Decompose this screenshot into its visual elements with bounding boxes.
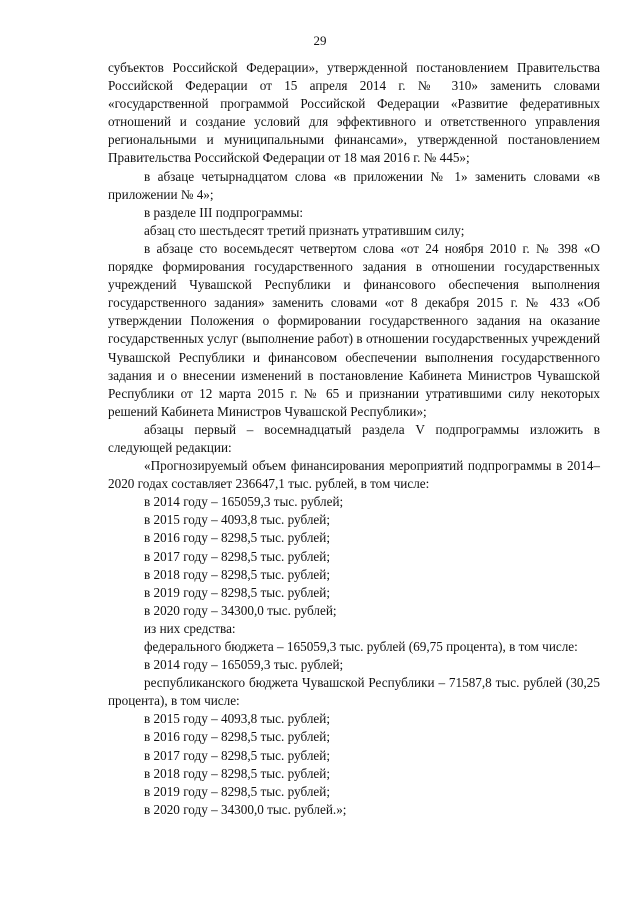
list-item: в 2018 году – 8298,5 тыс. рублей; — [144, 765, 330, 781]
paragraph: в абзаце сто восемьдесят четвертом слова «от 24 ноября 2010 г. № 398 «О порядке формирования государственного задания в отношении государственных учреждений Чувашской Республики и финансового обеспечения выполнения государственного задания» заменить словами «от 8 декабря 2015 г. № 433 «Об утверждении Положения о формировании государственного задания на оказание государственных услуг (выполнение работ) в отношении государственных учреждений Чувашской Республики и финансовом обеспечении выполнения государственного задания и о внесении изменений в постановление Кабинета Министров Чувашской Республики от 12 марта 2015 г. № 65 и признании утратившими силу некоторых решений Кабинета Министров Чувашской Республики»; — [108, 240, 600, 419]
list-item: в 2014 году – 165059,3 тыс. рублей; — [144, 657, 344, 673]
paragraph: «Прогнозируемый объем финансирования мероприятий подпрограммы в 2014–2020 годах составляет 236647,1 тыс. рублей, в том числе: — [108, 458, 600, 492]
paragraph: федерального бюджета – 165059,3 тыс. рублей (69,75 процента), в том числе: — [144, 639, 578, 654]
list-item: в 2015 году – 4093,8 тыс. рублей; — [144, 512, 330, 528]
paragraph: в разделе III подпрограммы: — [144, 204, 304, 220]
list-item: в 2016 году – 8298,5 тыс. рублей; — [144, 729, 330, 745]
list-item: в 2017 году – 8298,5 тыс. рублей; — [144, 548, 330, 564]
paragraph: субъектов Российской Федерации», утвержденной постановлением Правительства Российской Федерации от 15 апреля 2014 г. № 310» заменить словами «государственной программой Российской Федерации «Развитие федеративных отношений и создание условий для эффективного и ответственного управления региональными и муниципальными финансами», утвержденной постановлением Правительства Российской Федерации от 18 мая 2016 г. № 445»; — [108, 60, 600, 166]
list-item: в 2016 году – 8298,5 тыс. рублей; — [144, 530, 330, 546]
page-number: 29 — [313, 33, 327, 48]
list-item: в 2017 году – 8298,5 тыс. рублей; — [144, 747, 330, 763]
list-item: в 2019 году – 8298,5 тыс. рублей; — [144, 783, 330, 799]
paragraph: республиканского бюджета Чувашской Республики – 71587,8 тыс. рублей (30,25 процента), в том числе: — [108, 675, 600, 709]
list-item: в 2015 году – 4093,8 тыс. рублей; — [144, 711, 330, 727]
list-item: в 2018 году – 8298,5 тыс. рублей; — [144, 566, 330, 582]
paragraph: абзацы первый – восемнадцатый раздела V подпрограммы изложить в следующей редакции: — [108, 421, 600, 455]
paragraph: из них средства: — [144, 620, 236, 636]
paragraph: абзац сто шестьдесят третий признать утратившим силу; — [144, 222, 465, 238]
list-item: в 2019 году – 8298,5 тыс. рублей; — [144, 584, 330, 600]
document-body — [108, 59, 600, 819]
paragraph: в абзаце четырнадцатом слова «в приложении № 1» заменить словами «в приложении № 4»; — [108, 168, 600, 202]
list-item: в 2014 году – 165059,3 тыс. рублей; — [144, 494, 344, 510]
list-item: в 2020 году – 34300,0 тыс. рублей.»; — [144, 801, 347, 817]
list-item: в 2020 году – 34300,0 тыс. рублей; — [144, 602, 337, 618]
